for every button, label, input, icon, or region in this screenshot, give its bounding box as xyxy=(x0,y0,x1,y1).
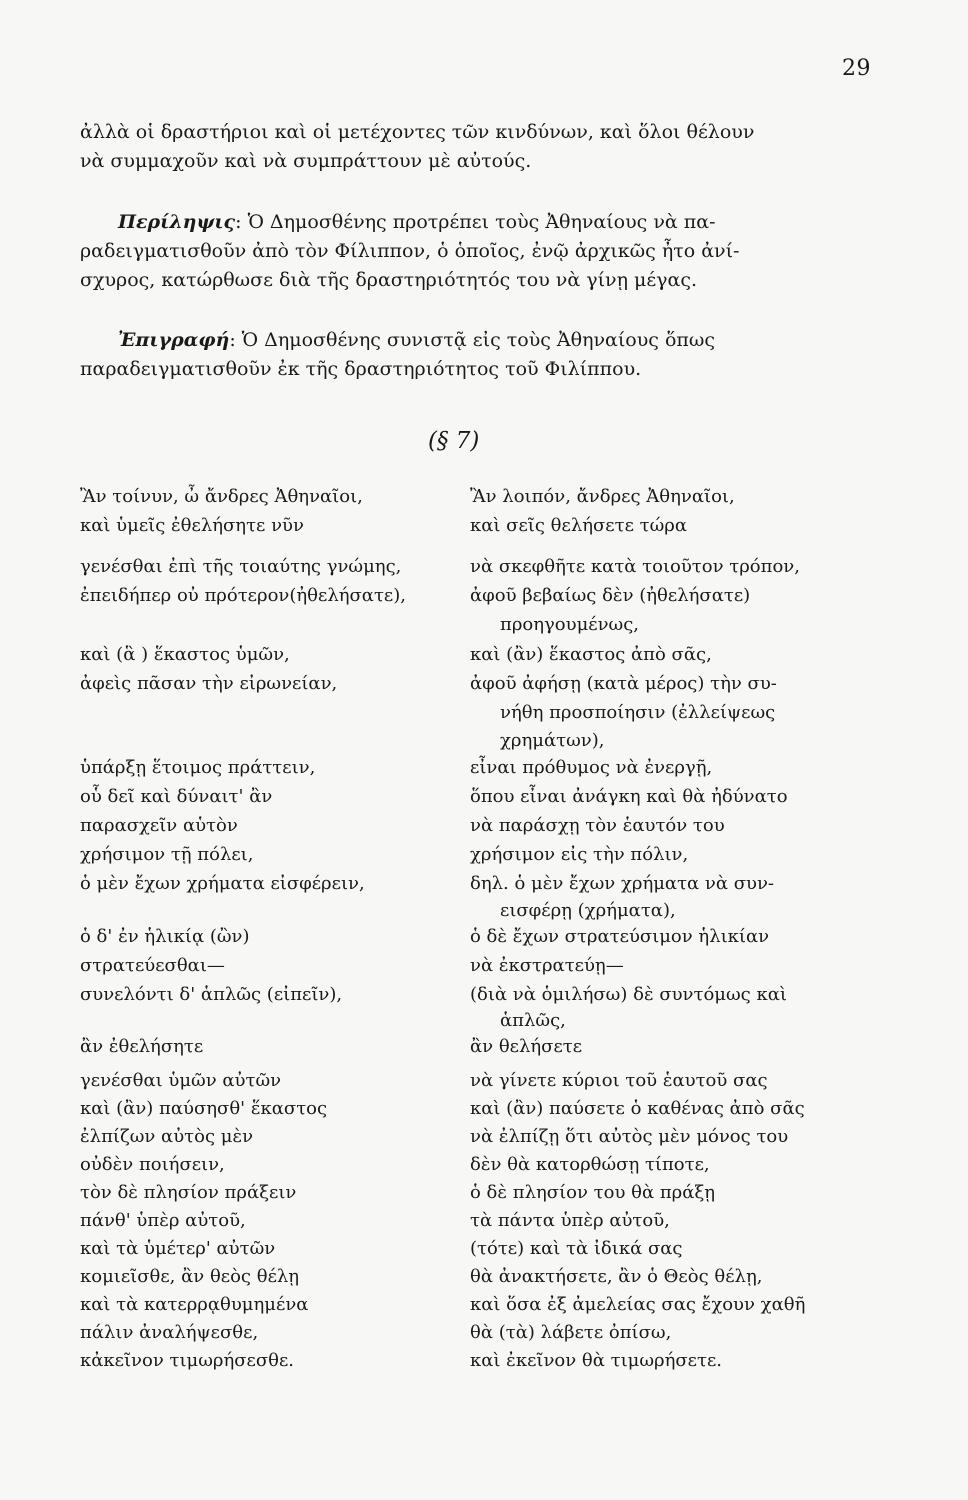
text-line: : Ὁ Δημοσθένης προτρέπει τοὺς Ἀθηναίους νὰ πα- xyxy=(235,211,716,233)
heading-paragraph xyxy=(80,326,880,384)
text-line: παραδειγματισθοῦν ἐκ τῆς δραστηριότητος τοῦ Φιλίππου. xyxy=(80,358,642,380)
translation-line: ὁ δὲ ἔχων στρατεύσιμον ἡλικίαν xyxy=(470,926,770,947)
summary-paragraph xyxy=(80,208,880,295)
translation-line: καὶ ἐκεῖνον θὰ τιμωρήσετε. xyxy=(470,1350,723,1371)
greek-line: τὸν δὲ πλησίον πράξειν xyxy=(80,1182,297,1203)
page-number: 29 xyxy=(842,56,871,81)
greek-line: χρήσιμον τῇ πόλει, xyxy=(80,844,254,865)
section-mark: (§ 7) xyxy=(428,428,480,454)
translation-line: νὰ σκεφθῆτε κατὰ τοιοῦτον τρόπον, xyxy=(470,556,800,577)
summary-label: Περίληψις xyxy=(118,211,236,233)
text-line: ραδειγματισθοῦν ἀπὸ τὸν Φίλιππον, ὁ ὁποῖος, ἐνῷ ἀρχικῶς ἦτο ἀνί- xyxy=(80,240,740,262)
greek-line: κομιεῖσθε, ἂν θεὸς θέλῃ xyxy=(80,1266,300,1287)
translation-line: καὶ σεῖς θελήσετε τώρα xyxy=(470,515,688,536)
translation-line: χρημάτων), xyxy=(500,730,605,751)
translation-line: καὶ (ἂν) ἕκαστος ἀπὸ σᾶς, xyxy=(470,644,712,665)
translation-line: θὰ ἀνακτήσετε, ἂν ὁ Θεὸς θέλῃ, xyxy=(470,1266,763,1287)
greek-line: ὁ μὲν ἔχων χρήματα εἰσφέρειν, xyxy=(80,873,365,894)
greek-line: ἂν ἐθελήσητε xyxy=(80,1036,204,1057)
translation-line: θὰ (τὰ) λάβετε ὀπίσω, xyxy=(470,1322,672,1343)
translation-line: ὅπου εἶναι ἀνάγκη καὶ θὰ ἠδύνατο xyxy=(470,786,788,807)
translation-line: εἶναι πρόθυμος νὰ ἐνεργῇ, xyxy=(470,757,713,778)
greek-line: Ἂν τοίνυν, ὦ ἄνδρες Ἀθηναῖοι, xyxy=(80,486,363,507)
translation-line: ἀφοῦ βεβαίως δὲν (ἠθελήσατε) xyxy=(470,585,751,606)
greek-line: καὶ (ἂν) παύσησθ' ἕκαστος xyxy=(80,1098,328,1119)
greek-line: καὶ τὰ ὑμέτερ' αὐτῶν xyxy=(80,1238,276,1259)
greek-line: γενέσθαι ὑμῶν αὐτῶν xyxy=(80,1070,282,1091)
translation-line: δηλ. ὁ μὲν ἔχων χρήματα νὰ συν- xyxy=(470,873,774,894)
greek-line: ἀφεὶς πᾶσαν τὴν εἰρωνείαν, xyxy=(80,673,338,694)
text-line: : Ὁ Δημοσθένης συνιστᾷ εἰς τοὺς Ἀθηναίους ὅπως xyxy=(229,329,716,351)
greek-line: παρασχεῖν αὑτὸν xyxy=(80,815,238,836)
greek-line: πάλιν ἀναλήψεσθε, xyxy=(80,1322,259,1343)
greek-line: ἐπειδήπερ οὐ πρότερον(ἠθελήσατε), xyxy=(80,585,406,606)
greek-line: ἐλπίζων αὐτὸς μὲν xyxy=(80,1126,254,1147)
greek-line: οὐδὲν ποιήσειν, xyxy=(80,1154,225,1175)
translation-line: Ἂν λοιπόν, ἄνδρες Ἀθηναῖοι, xyxy=(470,486,735,507)
translation-line: χρήσιμον εἰς τὴν πόλιν, xyxy=(470,844,689,865)
text-line: σχυρος, κατώρθωσε διὰ τῆς δραστηριότητός του νὰ γίνῃ μέγας. xyxy=(80,269,698,291)
translation-line: νὰ ἐκστρατεύῃ— xyxy=(470,955,624,976)
translation-line: (τότε) καὶ τὰ ἰδικά σας xyxy=(470,1238,683,1259)
translation-line: καὶ ὅσα ἐξ ἀμελείας σας ἔχουν χαθῆ xyxy=(470,1294,806,1315)
translation-line: τὰ πάντα ὑπὲρ αὐτοῦ, xyxy=(470,1210,670,1231)
greek-line: ὑπάρξῃ ἕτοιμος πράττειν, xyxy=(80,757,316,778)
greek-line: στρατεύεσθαι— xyxy=(80,955,225,976)
text-line: νὰ συμμαχοῦν καὶ νὰ συμπράττουν μὲ αὐτούς. xyxy=(80,150,532,172)
greek-line: ὁ δ' ἐν ἡλικίᾳ (ὢν) xyxy=(80,926,250,947)
translation-line: εισφέρῃ (χρήματα), xyxy=(500,900,676,921)
intro-paragraph xyxy=(80,118,880,176)
greek-line: γενέσθαι ἐπὶ τῆς τοιαύτης γνώμης, xyxy=(80,556,402,577)
translation-line: νὰ παράσχῃ τὸν ἑαυτόν του xyxy=(470,815,725,836)
greek-line: οὗ δεῖ καὶ δύναιτ' ἂν xyxy=(80,786,273,807)
translation-line: νήθη προσποίησιν (ἐλλείψεως xyxy=(500,702,776,723)
greek-line: πάνθ' ὑπὲρ αὐτοῦ, xyxy=(80,1210,246,1231)
translation-line: ἀφοῦ ἀφήσῃ (κατὰ μέρος) τὴν συ- xyxy=(470,673,777,694)
translation-line: καὶ (ἂν) παύσετε ὁ καθένας ἀπὸ σᾶς xyxy=(470,1098,805,1119)
translation-line: δὲν θὰ κατορθώσῃ τίποτε, xyxy=(470,1154,710,1175)
translation-line: ἁπλῶς, xyxy=(500,1010,566,1031)
greek-line: καὶ (ἃ ) ἕκαστος ὑμῶν, xyxy=(80,644,290,665)
greek-line: συνελόντι δ' ἁπλῶς (εἰπεῖν), xyxy=(80,984,343,1005)
translation-line: νὰ γίνετε κύριοι τοῦ ἑαυτοῦ σας xyxy=(470,1070,768,1091)
greek-line: κἀκεῖνον τιμωρήσεσθε. xyxy=(80,1350,295,1371)
greek-line: καὶ ὑμεῖς ἐθελήσητε νῦν xyxy=(80,515,304,536)
translation-line: ὁ δὲ πλησίον του θὰ πράξῃ xyxy=(470,1182,716,1203)
translation-line: προηγουμένως, xyxy=(500,614,640,635)
translation-line: ἂν θελήσετε xyxy=(470,1036,583,1057)
translation-line: (διὰ νὰ ὁμιλήσω) δὲ συντόμως καὶ xyxy=(470,984,787,1005)
greek-line: καὶ τὰ κατερρᾳθυμημένα xyxy=(80,1294,309,1315)
text-line: ἀλλὰ οἱ δραστήριοι καὶ οἱ μετέχοντες τῶν κινδύνων, καὶ ὅλοι θέλουν xyxy=(80,121,755,143)
heading-label: Ἐπιγραφή xyxy=(118,329,230,351)
translation-line: νὰ ἐλπίζῃ ὅτι αὐτὸς μὲν μόνος του xyxy=(470,1126,789,1147)
